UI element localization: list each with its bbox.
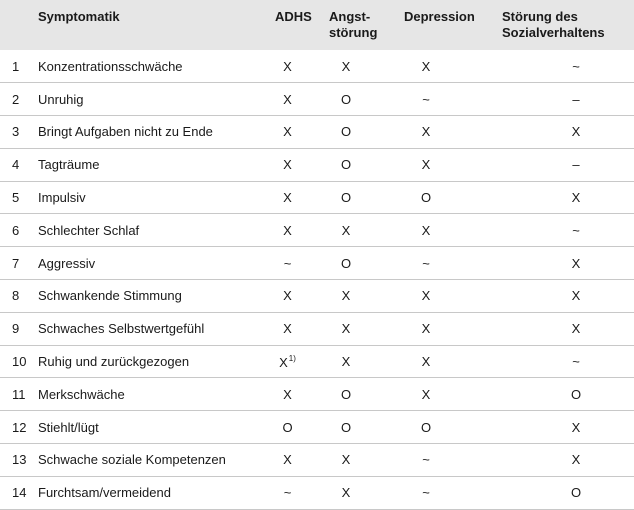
header-angst-line2: störung [329, 25, 378, 40]
cell-adhs [271, 181, 326, 214]
cell-angststoerung-value: X [341, 288, 351, 304]
cell-depression-value: ~ [422, 485, 430, 501]
cell-depression-value: X [421, 386, 431, 402]
cell-adhs [271, 280, 326, 313]
cell-adhs-value: X [283, 124, 292, 140]
cell-sozialverhalten-value: X [571, 190, 581, 206]
cell-depression-value: O [420, 419, 432, 435]
cell-angststoerung-value: O [340, 386, 352, 402]
cell-angststoerung [326, 214, 401, 247]
cell-adhs [271, 50, 326, 83]
cell-depression [401, 280, 496, 313]
table-row [0, 444, 634, 477]
cell-sozialverhalten [496, 411, 634, 444]
row-symptom-value: Unruhig [38, 91, 84, 107]
cell-adhs-value: O [282, 419, 293, 435]
table-row [0, 247, 634, 280]
cell-angststoerung [326, 83, 401, 116]
cell-sozialverhalten [496, 116, 634, 149]
cell-depression [401, 148, 496, 181]
cell-angststoerung-value: X [341, 58, 351, 74]
cell-sozialverhalten-value: X [571, 452, 581, 468]
cell-sozialverhalten [496, 148, 634, 181]
cell-depression [401, 214, 496, 247]
table-row [0, 181, 634, 214]
cell-sozialverhalten [496, 476, 634, 509]
row-symptom [34, 116, 271, 149]
cell-angststoerung-value: O [340, 190, 352, 206]
table-row [0, 83, 634, 116]
cell-depression-value: X [421, 157, 431, 173]
cell-sozialverhalten-value: X [571, 288, 581, 304]
cell-angststoerung [326, 247, 401, 280]
row-number-value: 9 [12, 321, 20, 337]
cell-angststoerung [326, 476, 401, 509]
cell-angststoerung-value: O [340, 91, 352, 107]
cell-angststoerung [326, 312, 401, 345]
cell-angststoerung [326, 181, 401, 214]
row-symptom-value: Schlechter Schlaf [38, 222, 140, 238]
cell-sozialverhalten-value: X [571, 124, 581, 140]
cell-adhs [271, 444, 326, 477]
cell-angststoerung-value: X [341, 452, 351, 468]
cell-adhs-value: X [283, 222, 292, 238]
row-symptom [34, 214, 271, 247]
cell-adhs [271, 378, 326, 411]
cell-sozialverhalten [496, 247, 634, 280]
cell-angststoerung [326, 50, 401, 83]
cell-angststoerung-value: O [340, 157, 352, 173]
row-symptom-value: Schwankende Stimmung [38, 288, 182, 304]
row-number-value: 4 [12, 157, 20, 173]
row-symptom [34, 476, 271, 509]
row-number [0, 444, 34, 477]
row-number-value: 8 [12, 288, 20, 304]
cell-depression [401, 411, 496, 444]
cell-adhs-value: X [283, 91, 292, 107]
row-symptom [34, 345, 271, 378]
table-row [0, 378, 634, 411]
cell-angststoerung-value: O [340, 419, 352, 435]
row-symptom-value: Konzentrationsschwäche [38, 58, 183, 74]
row-symptom-value: Ruhig und zurückgezogen [38, 354, 190, 370]
cell-adhs-value: ~ [283, 255, 292, 271]
row-symptom [34, 411, 271, 444]
cell-sozialverhalten-value: ~ [572, 222, 580, 238]
row-symptom-value: Merkschwäche [38, 386, 125, 402]
table-row [0, 148, 634, 181]
row-symptom [34, 378, 271, 411]
header-angststoerung [326, 0, 401, 50]
cell-depression-value: X [421, 222, 431, 238]
row-number [0, 181, 34, 214]
row-number-value: 10 [12, 354, 27, 370]
cell-sozialverhalten-value: – [572, 157, 580, 173]
table-body [0, 50, 634, 509]
cell-angststoerung [326, 148, 401, 181]
row-symptom-value: Schwache soziale Kompetenzen [38, 452, 226, 468]
table-header [0, 0, 634, 50]
cell-adhs-value: X [283, 157, 292, 173]
cell-depression-value: ~ [422, 452, 430, 468]
row-symptom [34, 444, 271, 477]
cell-angststoerung-value: X [341, 485, 351, 501]
row-number-value: 14 [12, 485, 27, 501]
cell-adhs [271, 116, 326, 149]
row-number-value: 13 [12, 452, 27, 468]
cell-sozialverhalten [496, 378, 634, 411]
cell-angststoerung-value: X [341, 222, 351, 238]
row-symptom [34, 83, 271, 116]
cell-adhs-value: X [283, 386, 292, 402]
table-row [0, 280, 634, 313]
cell-sozialverhalten [496, 83, 634, 116]
header-symptom: Symptomatik [38, 9, 120, 24]
cell-adhs [271, 83, 326, 116]
cell-depression-value: ~ [422, 255, 430, 271]
header-depression: Depression [404, 9, 475, 24]
cell-depression-value: X [421, 124, 431, 140]
cell-sozialverhalten-value: O [570, 386, 582, 402]
row-symptom-value: Furchtsam/vermeidend [38, 485, 171, 501]
cell-adhs [271, 312, 326, 345]
row-number-value: 7 [12, 255, 20, 271]
row-number [0, 476, 34, 509]
row-number [0, 214, 34, 247]
row-symptom-value: Bringt Aufgaben nicht zu Ende [38, 124, 213, 140]
cell-depression [401, 181, 496, 214]
row-number [0, 83, 34, 116]
header-sozial-line1: Störung des [502, 9, 578, 24]
row-number [0, 411, 34, 444]
cell-depression [401, 378, 496, 411]
row-symptom [34, 280, 271, 313]
cell-adhs-value: ~ [283, 485, 292, 501]
row-symptom [34, 247, 271, 280]
footnote-marker: 1) [288, 353, 296, 363]
row-number-value: 5 [12, 190, 20, 206]
cell-adhs [271, 214, 326, 247]
cell-angststoerung [326, 411, 401, 444]
header-adhs: ADHS [275, 9, 312, 24]
header-row [0, 0, 634, 50]
cell-sozialverhalten [496, 312, 634, 345]
cell-angststoerung-value: X [341, 354, 351, 370]
cell-adhs [271, 411, 326, 444]
row-symptom [34, 50, 271, 83]
cell-depression [401, 312, 496, 345]
row-number [0, 50, 34, 83]
cell-sozialverhalten-value: X [571, 321, 581, 337]
row-symptom-value: Aggressiv [38, 255, 96, 271]
cell-sozialverhalten [496, 280, 634, 313]
table-row [0, 476, 634, 509]
cell-angststoerung [326, 345, 401, 378]
cell-depression [401, 444, 496, 477]
cell-depression [401, 116, 496, 149]
cell-depression-value: O [420, 190, 432, 206]
cell-sozialverhalten [496, 181, 634, 214]
header-sozial-line2: Sozialverhaltens [502, 25, 605, 40]
row-number-value: 1 [12, 58, 20, 74]
row-symptom-value: Schwaches Selbstwertgefühl [38, 321, 205, 337]
cell-sozialverhalten-value: O [570, 485, 582, 501]
cell-sozialverhalten-value: X [571, 419, 581, 435]
row-symptom-value: Tagträume [38, 157, 100, 173]
cell-adhs [271, 148, 326, 181]
row-number [0, 148, 34, 181]
cell-adhs-value: X [283, 452, 292, 468]
cell-angststoerung-value: O [340, 255, 352, 271]
cell-depression [401, 476, 496, 509]
table-row [0, 312, 634, 345]
row-symptom-value: Impulsiv [38, 190, 86, 206]
cell-adhs-value: X [279, 354, 288, 370]
header-number [0, 0, 34, 50]
cell-angststoerung-value: O [340, 124, 352, 140]
cell-adhs-value: X [283, 288, 292, 304]
cell-adhs [271, 247, 326, 280]
row-number [0, 312, 34, 345]
cell-angststoerung [326, 444, 401, 477]
table-row [0, 411, 634, 444]
cell-adhs-value: X [283, 190, 292, 206]
table-row [0, 116, 634, 149]
table-row [0, 214, 634, 247]
row-number [0, 280, 34, 313]
cell-sozialverhalten-value: ~ [572, 354, 580, 370]
cell-angststoerung [326, 378, 401, 411]
row-number-value: 12 [12, 419, 27, 435]
cell-sozialverhalten [496, 345, 634, 378]
table-row [0, 345, 634, 378]
cell-adhs [271, 476, 326, 509]
cell-angststoerung-value: X [341, 321, 351, 337]
cell-depression-value: X [421, 288, 431, 304]
row-symptom [34, 181, 271, 214]
cell-depression-value: ~ [422, 91, 430, 107]
cell-angststoerung [326, 116, 401, 149]
cell-depression [401, 345, 496, 378]
cell-adhs-value: X [283, 321, 292, 337]
cell-sozialverhalten-value: ~ [572, 58, 580, 74]
row-symptom [34, 148, 271, 181]
cell-depression-value: X [421, 58, 431, 74]
row-number [0, 116, 34, 149]
cell-sozialverhalten [496, 50, 634, 83]
cell-depression-value: X [421, 321, 431, 337]
cell-depression [401, 247, 496, 280]
row-number-value: 6 [12, 222, 20, 238]
row-symptom [34, 312, 271, 345]
cell-adhs [271, 345, 326, 378]
header-sozialverhalten [496, 0, 634, 50]
row-number [0, 247, 34, 280]
header-angst-line1: Angst- [329, 9, 371, 24]
row-number [0, 378, 34, 411]
row-number-value: 2 [12, 91, 20, 107]
cell-sozialverhalten-value: X [571, 255, 581, 271]
cell-sozialverhalten [496, 444, 634, 477]
table-row [0, 50, 634, 83]
cell-depression-value: X [421, 354, 431, 370]
row-number-value: 11 [12, 386, 26, 402]
row-number-value: 3 [12, 124, 20, 140]
cell-sozialverhalten [496, 214, 634, 247]
cell-sozialverhalten-value: – [572, 91, 580, 107]
cell-adhs-value: X [283, 58, 292, 74]
row-number [0, 345, 34, 378]
cell-depression [401, 50, 496, 83]
cell-depression [401, 83, 496, 116]
cell-angststoerung [326, 280, 401, 313]
row-symptom-value: Stiehlt/lügt [38, 419, 99, 435]
